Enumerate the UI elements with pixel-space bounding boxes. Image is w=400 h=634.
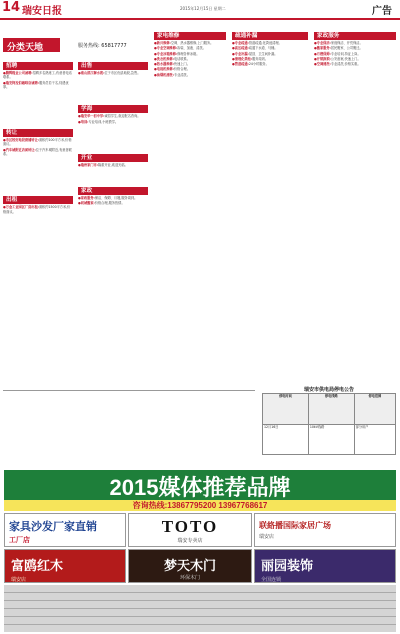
media-hotline: 咨询热线:13867795200 13967768617 bbox=[132, 501, 268, 510]
column-3 bbox=[154, 32, 226, 387]
toto-sub: 瑞安专卖店 bbox=[177, 538, 203, 544]
wood-sub: 瑞安店 bbox=[11, 577, 27, 583]
list-item: ●市区较好地段商铺转让:面积约100平方米,价格面议。 bbox=[3, 138, 72, 147]
category-header: 家政服务 bbox=[314, 32, 396, 40]
list-item: ●专业空调维修:拆装、加液、清洗。 bbox=[154, 46, 206, 51]
list-item: ●清理化粪池:服务周到。 bbox=[232, 56, 268, 61]
toto-ad bbox=[128, 513, 252, 547]
deco-sub: 全国连锁 bbox=[261, 577, 282, 583]
list-item: ●瑞安华一初中学:诚招学生,欢迎报名咨询。 bbox=[78, 114, 141, 119]
table-header: 停电时间 bbox=[263, 394, 309, 425]
category-header: 开业 bbox=[78, 154, 148, 162]
newspaper-logo: 瑞安日报 bbox=[22, 6, 62, 17]
list-item: ●油烟机清洗:专业清洗。 bbox=[154, 72, 190, 77]
table-row bbox=[263, 424, 396, 455]
lower-notice-block bbox=[3, 390, 255, 467]
table-header: 停电范围 bbox=[354, 394, 395, 425]
list-item: ●培训:专业培训,小班教学。 bbox=[78, 119, 119, 124]
table-cell: 部分用户 bbox=[354, 424, 395, 455]
list-item: ●腾辉鞋业公司诚聘:招聘多名熟练工,有意者电话联系。 bbox=[3, 71, 72, 80]
issue-date: 2015年12月15日 星期二 bbox=[180, 6, 226, 11]
wood-brand: 富鸥红木 bbox=[11, 559, 64, 574]
list-item: ●专业冰箱维修:修理各种冰箱。 bbox=[154, 51, 200, 56]
category-header: 家电维修 bbox=[154, 32, 226, 40]
category-header: 家政 bbox=[78, 187, 148, 195]
table-cell: 12月16日 bbox=[263, 424, 309, 455]
list-item: ●高压疏通:疏通下水道、马桶。 bbox=[232, 46, 278, 51]
classified-title: 分类天地 bbox=[7, 42, 44, 52]
list-item: ●汽车城附近店面转让:位于汽车城附近,有意者联系。 bbox=[3, 147, 72, 157]
table-cell: 10kV线路 bbox=[308, 424, 354, 455]
hotline-label: 服务热线: bbox=[78, 43, 100, 49]
category-header: 招聘 bbox=[3, 62, 73, 70]
category-header: 学海 bbox=[78, 105, 148, 113]
category-header: 出售 bbox=[78, 62, 148, 70]
list-item: ●新兴维修:空调、热水器维修,上门服务。 bbox=[154, 41, 214, 45]
deco-ad bbox=[254, 549, 396, 583]
door-ad bbox=[128, 549, 252, 583]
outage-title: 瑞安市供电局停电公告 bbox=[303, 387, 354, 393]
list-item: ●南山滨江御水苑:位于市区优质地段,急售。 bbox=[78, 71, 141, 75]
list-item: ●热水器维修:快速上门。 bbox=[154, 62, 190, 67]
list-item: ●搬家服务:居民搬家、公司搬迁。 bbox=[314, 46, 363, 51]
door-sub: 环保木门 bbox=[179, 575, 200, 581]
bottom-ad-strip bbox=[4, 585, 396, 632]
table-header-row bbox=[263, 394, 396, 425]
list-item: ●瑞州家门市:隆重开业,欢迎光临。 bbox=[78, 162, 128, 167]
list-item: ●万金工业园区厂房出租:面积约1500平方米,价格面议。 bbox=[3, 205, 71, 214]
outage-table bbox=[262, 393, 396, 455]
ad-strip-row bbox=[4, 601, 396, 609]
category-header: 疏通补漏 bbox=[232, 32, 308, 40]
media-ad bbox=[4, 470, 396, 500]
category-header: 出租 bbox=[3, 196, 73, 204]
ceramic-ad bbox=[254, 513, 396, 547]
ad-strip-row bbox=[4, 593, 396, 601]
column-4 bbox=[232, 32, 308, 387]
ad-strip-row bbox=[4, 585, 396, 593]
column-1 bbox=[3, 62, 73, 387]
column-5 bbox=[314, 32, 396, 387]
media-headline: 2015媒体推荐品牌 bbox=[109, 475, 291, 500]
list-item: ●同城搬家:价格合理,服务热情。 bbox=[78, 201, 125, 206]
media-hotline-strip bbox=[4, 500, 396, 511]
list-item: ●瑞安阿拉伯咖啡店诚聘:服务员若干名,待遇优厚。 bbox=[3, 80, 69, 89]
hotline-number: 65817777 bbox=[101, 43, 127, 49]
ceramic-sub: 瑞安店 bbox=[259, 534, 275, 540]
table-header: 停电线路 bbox=[308, 394, 354, 425]
ad-strip-row bbox=[4, 609, 396, 617]
page-number: 14 bbox=[2, 0, 21, 15]
classified-banner bbox=[3, 38, 60, 52]
list-item: ●电视机维修:价格合理。 bbox=[154, 67, 190, 72]
ad-strip-row bbox=[4, 617, 396, 625]
list-item: ●开锁换锁:公安备案,快速上门。 bbox=[314, 56, 361, 61]
list-item: ●专业补漏:屋顶、卫生间补漏。 bbox=[232, 51, 278, 56]
list-item: ●管道疏通:24小时服务。 bbox=[232, 62, 269, 67]
list-item: ●专业疏通:管道疏通,化粪池清理。 bbox=[232, 41, 282, 45]
furniture-ad bbox=[4, 513, 126, 547]
door-brand: 梦天木门 bbox=[163, 559, 216, 574]
furniture-sub: 工厂店 bbox=[9, 537, 30, 544]
classified-hotline bbox=[78, 42, 127, 49]
list-item: ●空调清洗:专业清洗,价格实惠。 bbox=[314, 62, 361, 67]
list-item: ●专业保洁:家庭保洁、开荒保洁。 bbox=[314, 41, 363, 45]
list-item: ●家政服务:保洁、保姆、月嫂,服务周到。 bbox=[78, 196, 138, 201]
furniture-name: 家具沙发厂家直销 bbox=[9, 521, 97, 533]
deco-brand: 丽园装饰 bbox=[261, 559, 314, 574]
wood-ad bbox=[4, 549, 126, 583]
toto-brand: TOTO bbox=[161, 517, 219, 536]
list-item: ●洗衣机维修:电话联系。 bbox=[154, 56, 190, 61]
ceramic-brand: 联絡播国际家居广场 bbox=[259, 521, 331, 530]
list-item: ●月嫂保姆:专业培训,持证上岗。 bbox=[314, 51, 361, 56]
category-header: 转让 bbox=[3, 129, 73, 137]
section-title: 广告 bbox=[372, 6, 392, 17]
column-2 bbox=[78, 62, 148, 387]
